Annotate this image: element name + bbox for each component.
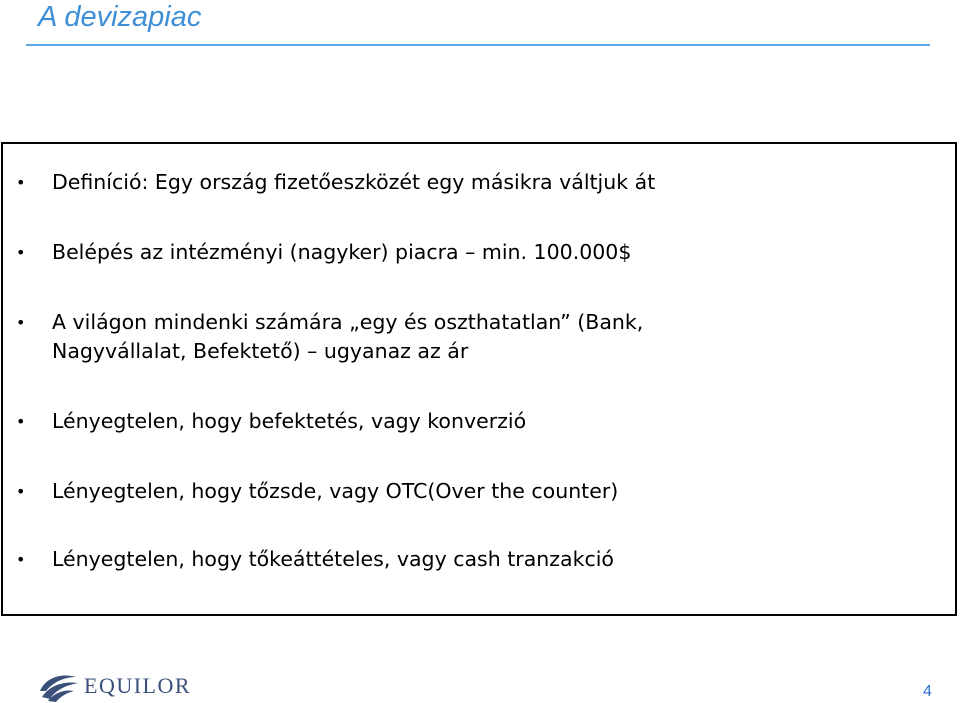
slide-title: A devizapiac: [38, 1, 202, 33]
equilor-swirl-icon: [36, 669, 80, 703]
bullet-dot-icon: •: [16, 243, 26, 262]
equilor-logo: [36, 668, 191, 703]
bullet-text: [52, 238, 932, 267]
bullet-line: Belépés az intézményi (nagyker) piacra – min. 100.000$: [52, 240, 632, 264]
bullet-dot-icon: •: [16, 550, 26, 569]
bullet-line: Definíció: Egy ország fizetőeszközét egy másikra váltjuk át: [52, 170, 656, 194]
bullet-text: [52, 308, 932, 366]
bullet-text: [52, 477, 932, 506]
bullet-dot-icon: •: [16, 482, 26, 501]
bullet-dot-icon: •: [16, 173, 26, 192]
bullet-line: Lényegtelen, hogy befektetés, vagy konverzió: [52, 409, 527, 433]
page-number: 4: [923, 683, 932, 700]
bullet-line: Lényegtelen, hogy tőzsde, vagy OTC(Over the counter): [52, 479, 619, 503]
title-divider: [26, 44, 930, 46]
bullet-text: [52, 545, 932, 574]
bullet-line: Nagyvállalat, Befektető) – ugyanaz az ár: [52, 339, 469, 363]
bullet-dot-icon: •: [16, 313, 26, 332]
bullet-line: A világon mindenki számára „egy és oszthatatlan” (Bank,: [52, 310, 644, 334]
bullet-text: [52, 407, 932, 436]
bullet-dot-icon: •: [16, 412, 26, 431]
bullet-line: Lényegtelen, hogy tőkeáttételes, vagy cash tranzakció: [52, 547, 614, 571]
bullet-text: [52, 168, 932, 197]
logo-wordmark: EQUILOR: [84, 673, 192, 698]
